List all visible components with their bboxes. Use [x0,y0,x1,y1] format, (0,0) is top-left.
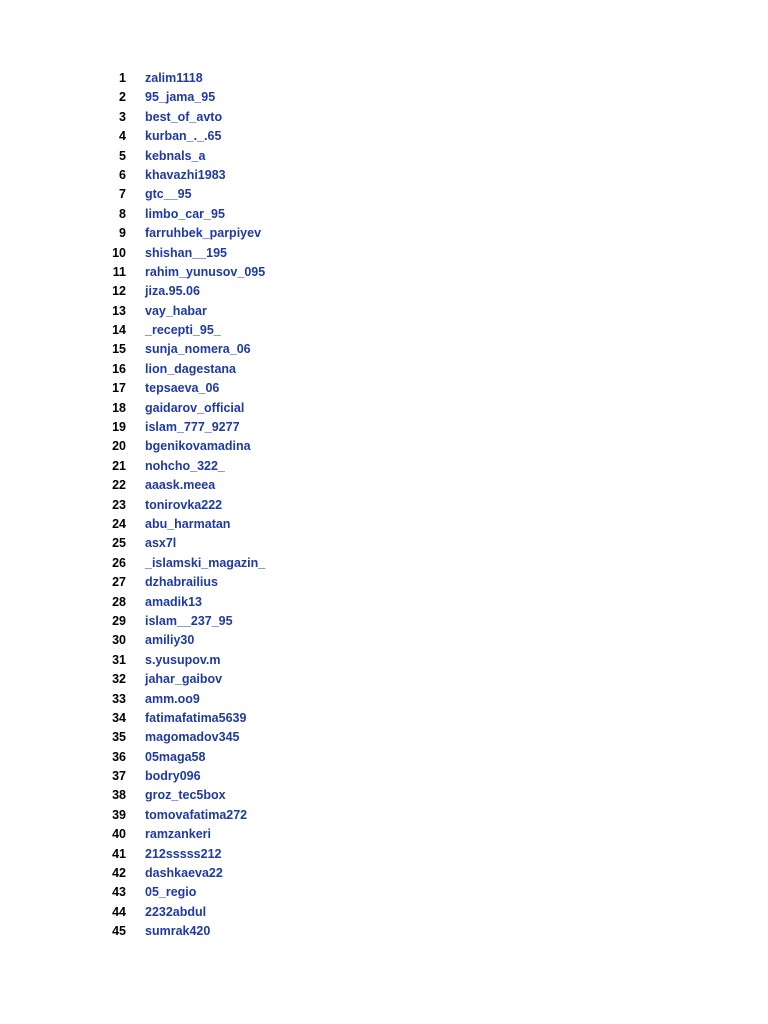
row-number: 4 [119,129,126,144]
row-number: 16 [112,361,126,376]
row-number: 9 [119,226,126,241]
row-number: 24 [112,516,126,531]
list-item [0,476,768,495]
list-item [0,612,768,631]
username: fatimafatima5639 [145,710,247,725]
list-item [0,825,768,844]
row-number: 29 [112,613,126,628]
list-item [0,418,768,437]
username: amm.oo9 [145,691,200,706]
row-number: 3 [119,109,126,124]
row-number: 28 [112,594,126,609]
row-number: 34 [112,710,126,725]
row-number: 18 [112,400,126,415]
list-item [0,593,768,612]
username: _recepti_95_ [145,323,221,338]
list-item [0,282,768,301]
row-number: 19 [112,420,126,435]
list-item [0,185,768,204]
username: ramzankeri [145,827,212,842]
row-number: 13 [112,303,126,318]
list-item [0,224,768,243]
row-number: 37 [112,769,126,784]
username: jiza.95.06 [145,284,200,299]
username: jahar_gaibov [145,672,223,687]
list-item [0,534,768,553]
list-item [0,302,768,321]
list-item [0,166,768,185]
row-number: 20 [112,439,126,454]
row-number: 38 [112,788,126,803]
username: 95_jama_95 [145,90,216,105]
username: amiliy30 [145,633,195,648]
username: limbo_car_95 [145,206,225,221]
list-item [0,554,768,573]
row-number: 42 [112,866,126,881]
username: dashkaeva22 [145,866,223,881]
username: tepsaeva_06 [145,381,220,396]
list-item [0,922,768,941]
username: 05_regio [145,885,197,900]
list-item [0,69,768,88]
row-number: 44 [112,904,126,919]
row-number: 45 [112,924,126,939]
username: 212sssss212 [145,846,222,861]
list-item [0,147,768,166]
username: _islamski_magazin_ [145,555,266,570]
row-number: 8 [119,206,126,221]
row-number: 11 [112,264,126,279]
row-number: 1 [119,71,126,85]
row-number: 25 [112,536,126,551]
username: farruhbek_parpiyev [145,226,262,241]
list-item [0,767,768,786]
row-number: 33 [112,691,126,706]
username: dzhabrailius [145,575,218,590]
list-item [0,786,768,805]
username: vay_habar [145,303,207,318]
username: sunja_nomera_06 [145,342,251,357]
row-number: 31 [112,652,126,667]
list-item [0,883,768,902]
row-number: 22 [112,478,126,493]
row-number: 41 [112,846,126,861]
list-item [0,457,768,476]
list-item [0,573,768,592]
username: amadik13 [145,594,202,609]
username: gtc__95 [145,187,192,202]
list-item [0,496,768,515]
list-item [0,88,768,107]
username: gaidarov_official [145,400,245,415]
list-item [0,864,768,883]
list-item [0,437,768,456]
username: nohcho_322_ [145,458,225,473]
list-item [0,263,768,282]
row-number: 12 [112,284,126,299]
username: tonirovka222 [145,497,223,512]
list-item [0,748,768,767]
list-item [0,845,768,864]
username: best_of_avto [145,109,223,124]
row-number: 43 [112,885,126,900]
username: 05maga58 [145,749,206,764]
username: s.yusupov.m [145,652,221,667]
row-number: 27 [112,575,126,590]
list-item [0,399,768,418]
username: rahim_yunusov_095 [145,264,266,279]
username: islam__237_95 [145,613,233,628]
username: bodry096 [145,769,201,784]
username: magomadov345 [145,730,240,745]
row-number: 23 [112,497,126,512]
row-number: 21 [112,458,126,473]
list-item [0,244,768,263]
username: kebnals_a [145,148,206,163]
username: bgenikovamadina [145,439,251,454]
list-item [0,631,768,650]
list-item [0,651,768,670]
list-item [0,515,768,534]
row-number: 5 [119,148,126,163]
username: aaask.meea [145,478,216,493]
username: abu_harmatan [145,516,231,531]
row-number: 36 [112,749,126,764]
list-item [0,903,768,922]
username: khavazhi1983 [145,167,226,182]
username: lion_dagestana [145,361,236,376]
username: sumrak420 [145,924,211,939]
list-item [0,127,768,146]
list-item [0,108,768,127]
row-number: 7 [119,187,126,202]
row-number: 10 [112,245,126,260]
username: asx7l [145,536,177,551]
list-item [0,360,768,379]
list-item [0,379,768,398]
row-number: 2 [119,90,126,105]
row-number: 14 [112,323,126,338]
username: shishan__195 [145,245,227,260]
row-number: 30 [112,633,126,648]
row-number: 40 [112,827,126,842]
list-item [0,709,768,728]
username: tomovafatima272 [145,807,248,822]
list-item [0,806,768,825]
username: kurban_._.65 [145,129,222,144]
row-number: 32 [112,672,126,687]
username: groz_tec5box [145,788,226,803]
row-number: 35 [112,730,126,745]
row-number: 15 [112,342,126,357]
row-number: 39 [112,807,126,822]
username: zalim1118 [145,71,203,85]
list-item [0,690,768,709]
list-item [0,321,768,340]
username: islam_777_9277 [145,420,240,435]
row-number: 17 [112,381,126,396]
username-list [0,69,768,942]
list-item [0,205,768,224]
row-number: 6 [119,167,126,182]
username: 2232abdul [145,904,207,919]
list-item [0,728,768,747]
list-item [0,670,768,689]
row-number: 26 [112,555,126,570]
list-item [0,340,768,359]
